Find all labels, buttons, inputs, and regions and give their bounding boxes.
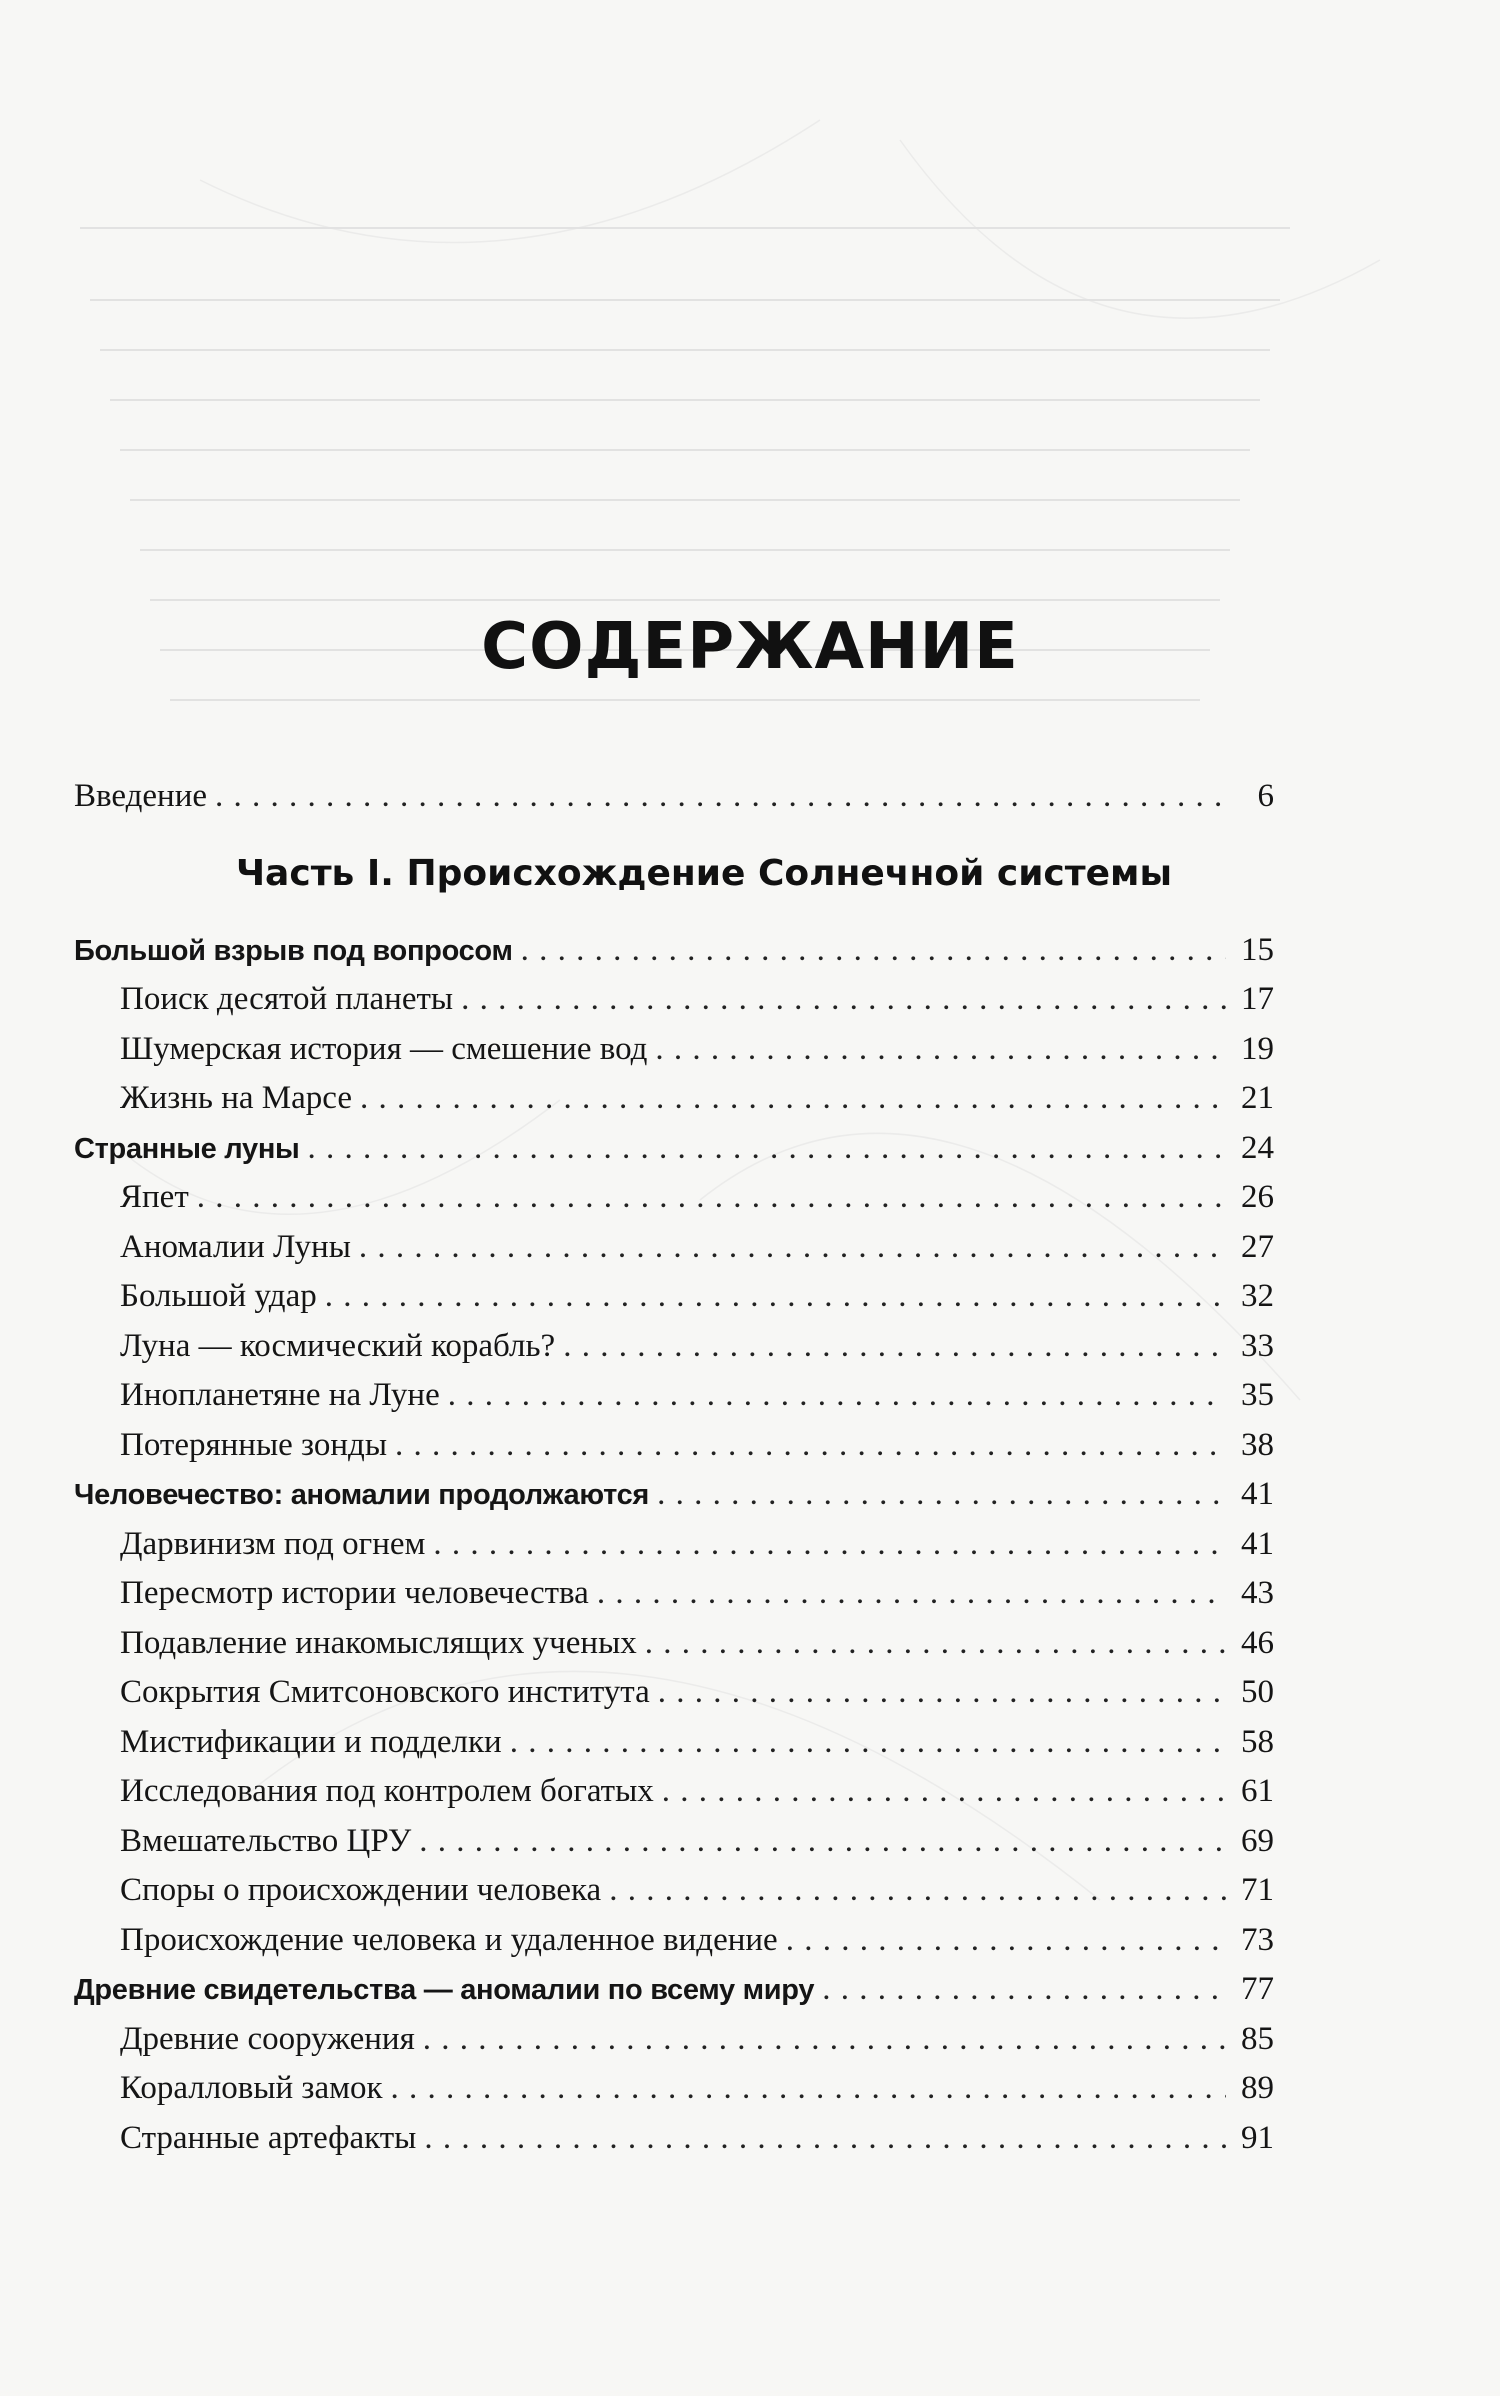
toc-entry-page: 6 [1257, 778, 1274, 814]
toc-entry-page: 71 [1241, 1872, 1274, 1908]
dot-leader [448, 1371, 1226, 1421]
toc-entry-page: 33 [1241, 1327, 1274, 1364]
toc-entry-label: Аномалии Луны [120, 1228, 351, 1265]
toc-entry-page: 21 [1241, 1080, 1274, 1116]
toc-entry-page: 35 [1241, 1377, 1274, 1413]
toc-entry-label: Дарвинизм под огнем [120, 1525, 426, 1562]
dot-leader [424, 2114, 1226, 2164]
toc-subsection[interactable] [74, 1718, 1274, 1768]
toc-entry-label: Пересмотр истории человечества [120, 1575, 589, 1611]
toc-entry-page: 38 [1241, 1426, 1274, 1463]
toc-entry-page: 24 [1241, 1129, 1274, 1166]
dot-leader [308, 1124, 1226, 1174]
toc-subsection[interactable] [74, 2114, 1274, 2164]
toc-subsection[interactable] [74, 1916, 1274, 1966]
toc-entry-label: Инопланетяне на Луне [120, 1377, 440, 1413]
toc-subsection[interactable] [74, 2015, 1274, 2065]
toc-entry-page: 15 [1241, 931, 1274, 968]
dot-leader [419, 1817, 1226, 1867]
toc-entry-page: 85 [1241, 2020, 1274, 2057]
toc-entry-page: 27 [1241, 1228, 1274, 1265]
toc-entry-label: Исследования под контролем богатых [120, 1773, 654, 1809]
toc-entry-page: 73 [1241, 1921, 1274, 1958]
toc-subsection[interactable] [74, 1421, 1274, 1471]
toc-entry-label: Странные артефакты [120, 2119, 417, 2156]
toc-subsection[interactable] [74, 1866, 1274, 1916]
toc-entry-label: Поиск десятой планеты [120, 981, 454, 1017]
toc-entry-page: 32 [1241, 1278, 1274, 1314]
toc-subsection[interactable] [74, 1668, 1274, 1718]
toc-entry-label: Луна — космический корабль? [120, 1327, 556, 1364]
dot-leader [563, 1322, 1226, 1372]
dot-leader [510, 1718, 1226, 1768]
toc-entry-page: 43 [1241, 1575, 1274, 1611]
dot-leader [325, 1272, 1226, 1322]
toc-entry-page: 91 [1241, 2119, 1274, 2156]
toc-entry-label: Древние сооружения [120, 2020, 415, 2057]
toc-entry-label: Большой удар [120, 1278, 317, 1314]
toc-entry-label: Сокрытия Смитсоновского института [120, 1674, 650, 1710]
toc-entry-label: Мистификации и подделки [120, 1723, 502, 1760]
dot-leader [597, 1569, 1226, 1619]
table-of-contents [74, 772, 1274, 2163]
toc-entry-label: Жизнь на Марсе [120, 1080, 352, 1116]
toc-entry-page: 89 [1241, 2070, 1274, 2106]
dot-leader [655, 1025, 1226, 1075]
toc-entry-page: 17 [1241, 981, 1274, 1017]
toc-entry-label: Споры о происхождении человека [120, 1872, 602, 1908]
dot-leader [391, 2064, 1226, 2114]
dot-leader [395, 1421, 1226, 1471]
toc-entry-page: 41 [1241, 1525, 1274, 1562]
toc-entry-page: 19 [1241, 1030, 1274, 1067]
dot-leader [657, 1470, 1226, 1520]
toc-entry-label: Япет [120, 1179, 189, 1215]
dot-leader [360, 1074, 1226, 1124]
toc-entry-page: 46 [1241, 1624, 1274, 1661]
toc-entry-label: Большой взрыв под вопросом [74, 934, 513, 967]
toc-entry-intro[interactable] [74, 772, 1274, 822]
toc-section[interactable] [74, 1470, 1274, 1520]
toc-subsection[interactable] [74, 1272, 1274, 1322]
toc-subsection[interactable] [74, 1520, 1274, 1570]
toc-subsection[interactable] [74, 1569, 1274, 1619]
dot-leader [359, 1223, 1226, 1273]
dot-leader [423, 2015, 1226, 2065]
toc-entry-page: 77 [1241, 1971, 1274, 2007]
dot-leader [461, 975, 1226, 1025]
toc-subsection[interactable] [74, 1025, 1274, 1075]
toc-section[interactable] [74, 926, 1274, 976]
toc-entry-label: Коралловый замок [120, 2070, 383, 2106]
toc-entry-page: 58 [1241, 1723, 1274, 1760]
toc-entry-label: Шумерская история — смешение вод [120, 1030, 648, 1067]
part-heading: Часть I. Происхождение Солнечной системы [235, 852, 1173, 894]
toc-entry-label: Подавление инакомыслящих ученых [120, 1624, 637, 1661]
toc-entry-label: Введение [74, 778, 208, 814]
toc-entry-page: 50 [1241, 1674, 1274, 1710]
toc-section[interactable] [74, 1124, 1274, 1174]
dot-leader [197, 1173, 1226, 1223]
toc-subsection[interactable] [74, 1619, 1274, 1669]
toc-subsection[interactable] [74, 1371, 1274, 1421]
dot-leader [658, 1668, 1226, 1718]
page-title: СОДЕРЖАНИЕ [481, 610, 1019, 684]
dot-leader [609, 1866, 1226, 1916]
toc-entry-page: 26 [1241, 1179, 1274, 1215]
toc-entry-page: 69 [1241, 1822, 1274, 1859]
toc-entry-page: 41 [1241, 1476, 1274, 1512]
dot-leader [215, 772, 1226, 822]
toc-entry-label: Вмешательство ЦРУ [120, 1822, 412, 1859]
toc-subsection[interactable] [74, 1223, 1274, 1273]
dot-leader [662, 1767, 1226, 1817]
dot-leader [786, 1916, 1226, 1966]
toc-entry-page: 61 [1241, 1773, 1274, 1809]
toc-subsection[interactable] [74, 1173, 1274, 1223]
toc-subsection[interactable] [74, 1817, 1274, 1867]
toc-entry-label: Происхождение человека и удаленное видение [120, 1921, 778, 1958]
toc-section[interactable] [74, 1965, 1274, 2015]
toc-subsection[interactable] [74, 975, 1274, 1025]
toc-subsection[interactable] [74, 1074, 1274, 1124]
dot-leader [433, 1520, 1226, 1570]
toc-subsection[interactable] [74, 1322, 1274, 1372]
dot-leader [822, 1965, 1226, 2015]
toc-entry-label: Потерянные зонды [120, 1426, 387, 1463]
toc-entry-label: Странные луны [74, 1132, 300, 1165]
dot-leader [521, 926, 1226, 976]
toc-entry-label: Человечество: аномалии продолжаются [74, 1479, 650, 1511]
toc-entry-label: Древние свидетельства — аномалии по всему миру [74, 1974, 815, 2006]
dot-leader [645, 1619, 1226, 1669]
toc-subsection[interactable] [74, 1767, 1274, 1817]
toc-subsection[interactable] [74, 2064, 1274, 2114]
